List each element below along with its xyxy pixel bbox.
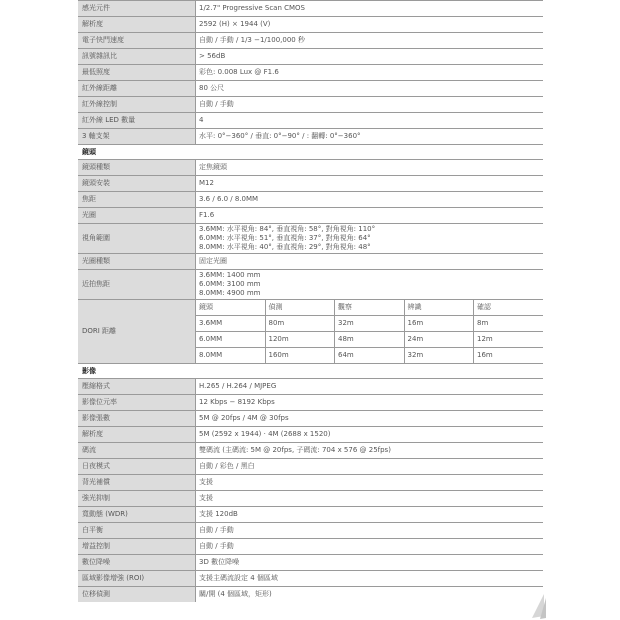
dori-cell: 120m bbox=[265, 332, 335, 348]
spec-label: 數位降噪 bbox=[78, 555, 196, 571]
spec-row bbox=[78, 33, 543, 49]
spec-label: 訊號雜訊比 bbox=[78, 49, 196, 65]
dori-cell: 8m bbox=[474, 316, 544, 332]
spec-row bbox=[78, 208, 543, 224]
spec-value: 1/2.7" Progressive Scan CMOS bbox=[196, 1, 544, 17]
view-angle-value bbox=[196, 224, 544, 254]
spec-value: 80 公尺 bbox=[196, 81, 544, 97]
min-focus-line: 6.0MM: 3100 mm bbox=[199, 280, 261, 288]
min-focus-line: 3.6MM: 1400 mm bbox=[199, 271, 261, 279]
spec-label: 光圈 bbox=[78, 208, 196, 224]
spec-value: 支援 120dB bbox=[196, 507, 544, 523]
spec-row bbox=[78, 81, 543, 97]
spec-label: 紅外線 LED 數量 bbox=[78, 113, 196, 129]
spec-value: 支援 bbox=[196, 475, 544, 491]
spec-value: H.265 / H.264 / MJPEG bbox=[196, 379, 544, 395]
spec-sheet bbox=[78, 0, 543, 602]
spec-row bbox=[78, 411, 543, 427]
dori-cell: 160m bbox=[265, 348, 335, 364]
spec-value: 彩色: 0.008 Lux @ F1.6 bbox=[196, 65, 544, 81]
spec-label: 解析度 bbox=[78, 427, 196, 443]
spec-row bbox=[78, 17, 543, 33]
dori-cell: 12m bbox=[474, 332, 544, 348]
spec-row bbox=[78, 97, 543, 113]
spec-value: 水平: 0°−360° / 垂直: 0°−90° / : 翻轉: 0°−360° bbox=[196, 129, 544, 145]
spec-row bbox=[78, 459, 543, 475]
min-focus-value bbox=[196, 270, 544, 300]
spec-row bbox=[78, 113, 543, 129]
spec-row bbox=[78, 160, 543, 176]
spec-row bbox=[78, 507, 543, 523]
spec-label: 增益控制 bbox=[78, 539, 196, 555]
spec-label: 強光抑制 bbox=[78, 491, 196, 507]
spec-value: 雙碼流 (主碼流: 5M @ 20fps, 子碼流: 704 x 576 @ 25fps) bbox=[196, 443, 544, 459]
spec-row bbox=[78, 176, 543, 192]
spec-value: 12 Kbps − 8192 Kbps bbox=[196, 395, 544, 411]
spec-row bbox=[78, 523, 543, 539]
section-video-heading: 影像 bbox=[78, 364, 543, 379]
spec-label: 區域影像增強 (ROI) bbox=[78, 571, 196, 587]
spec-row bbox=[78, 192, 543, 208]
spec-row bbox=[78, 475, 543, 491]
view-angle-line: 3.6MM: 水平視角: 84°, 垂直視角: 58°, 對角視角: 110° bbox=[199, 225, 376, 233]
view-angle-line: 6.0MM: 水平視角: 51°, 垂直視角: 37°, 對角視角: 64° bbox=[199, 234, 371, 242]
spec-label: 鏡頭安裝 bbox=[78, 176, 196, 192]
spec-value: F1.6 bbox=[196, 208, 544, 224]
dori-cell: 16m bbox=[474, 348, 544, 364]
spec-label: 壓縮格式 bbox=[78, 379, 196, 395]
spec-label: 日夜模式 bbox=[78, 459, 196, 475]
dori-cell: 6.0MM bbox=[196, 332, 266, 348]
spec-row bbox=[78, 587, 543, 603]
dori-cell: 32m bbox=[335, 316, 405, 332]
spec-value: 4 bbox=[196, 113, 544, 129]
spec-label: 寬動態 (WDR) bbox=[78, 507, 196, 523]
dori-header-cell: 確認 bbox=[474, 300, 544, 316]
view-angle-label: 視角範圍 bbox=[78, 224, 196, 254]
min-focus-line: 8.0MM: 4900 mm bbox=[199, 289, 261, 297]
min-focus bbox=[78, 270, 543, 300]
spec-row bbox=[78, 65, 543, 81]
dori-cell: 24m bbox=[404, 332, 474, 348]
dori-header-cell: 辨識 bbox=[404, 300, 474, 316]
spec-value: 2592 (H) × 1944 (V) bbox=[196, 17, 544, 33]
spec-row bbox=[78, 395, 543, 411]
section-lens bbox=[78, 145, 543, 160]
spec-table-body bbox=[78, 1, 543, 603]
view-angle bbox=[78, 224, 543, 254]
spec-value: 支援 bbox=[196, 491, 544, 507]
spec-value: 固定光圈 bbox=[196, 254, 544, 270]
spec-value: 定焦鏡頭 bbox=[196, 160, 544, 176]
dori-cell: 64m bbox=[335, 348, 405, 364]
spec-value: 自動 / 手動 bbox=[196, 97, 544, 113]
section-lens-heading: 鏡頭 bbox=[78, 145, 543, 160]
spec-row bbox=[78, 427, 543, 443]
spec-row bbox=[78, 555, 543, 571]
spec-row bbox=[78, 379, 543, 395]
spec-value: 3D 數位降噪 bbox=[196, 555, 544, 571]
dori-cell: 32m bbox=[404, 348, 474, 364]
spec-value: 自動 / 手動 bbox=[196, 539, 544, 555]
spec-label: 紅外線控制 bbox=[78, 97, 196, 113]
spec-value: 支援主碼流設定 4 個區域 bbox=[196, 571, 544, 587]
view-angle-line: 8.0MM: 水平視角: 40°, 垂直視角: 29°, 對角視角: 48° bbox=[199, 243, 371, 251]
dori-cell: 80m bbox=[265, 316, 335, 332]
dori-row bbox=[78, 300, 543, 316]
spec-value: 自動 / 手動 / 1/3 −1/100,000 秒 bbox=[196, 33, 544, 49]
spec-value: 關/開 (4 個區域，矩形) bbox=[196, 587, 544, 603]
corner-watermark-mark bbox=[530, 592, 548, 620]
spec-label: 感光元件 bbox=[78, 1, 196, 17]
spec-row bbox=[78, 571, 543, 587]
spec-row bbox=[78, 1, 543, 17]
dori-cell: 48m bbox=[335, 332, 405, 348]
dori-header-cell: 鏡頭 bbox=[196, 300, 266, 316]
spec-row bbox=[78, 443, 543, 459]
dori-cell: 3.6MM bbox=[196, 316, 266, 332]
dori-label: DORI 距離 bbox=[78, 300, 196, 364]
spec-label: 位移偵測 bbox=[78, 587, 196, 603]
spec-label: 3 軸支架 bbox=[78, 129, 196, 145]
spec-label: 焦距 bbox=[78, 192, 196, 208]
dori-cell: 16m bbox=[404, 316, 474, 332]
min-focus-label: 近拍焦距 bbox=[78, 270, 196, 300]
spec-label: 碼流 bbox=[78, 443, 196, 459]
spec-label: 影像位元率 bbox=[78, 395, 196, 411]
spec-value: 5M @ 20fps / 4M @ 30fps bbox=[196, 411, 544, 427]
spec-label: 鏡頭種類 bbox=[78, 160, 196, 176]
spec-label: 影像張數 bbox=[78, 411, 196, 427]
spec-label: 白平衡 bbox=[78, 523, 196, 539]
spec-label: 最低照度 bbox=[78, 65, 196, 81]
section-video bbox=[78, 364, 543, 379]
spec-value: M12 bbox=[196, 176, 544, 192]
spec-row bbox=[78, 491, 543, 507]
spec-label: 電子快門速度 bbox=[78, 33, 196, 49]
spec-value: 自動 / 彩色 / 黑白 bbox=[196, 459, 544, 475]
spec-value: 自動 / 手動 bbox=[196, 523, 544, 539]
spec-label: 解析度 bbox=[78, 17, 196, 33]
spec-value: 5M (2592 x 1944) · 4M (2688 x 1520) bbox=[196, 427, 544, 443]
dori-cell: 8.0MM bbox=[196, 348, 266, 364]
spec-label: 光圈種類 bbox=[78, 254, 196, 270]
spec-row bbox=[78, 539, 543, 555]
spec-value: 3.6 / 6.0 / 8.0MM bbox=[196, 192, 544, 208]
spec-label: 背光補償 bbox=[78, 475, 196, 491]
spec-value: > 56dB bbox=[196, 49, 544, 65]
dori-header-cell: 偵測 bbox=[265, 300, 335, 316]
spec-table bbox=[78, 0, 543, 602]
spec-row bbox=[78, 49, 543, 65]
spec-row bbox=[78, 129, 543, 145]
spec-row bbox=[78, 254, 543, 270]
dori-header-cell: 觀察 bbox=[335, 300, 405, 316]
spec-label: 紅外線距離 bbox=[78, 81, 196, 97]
